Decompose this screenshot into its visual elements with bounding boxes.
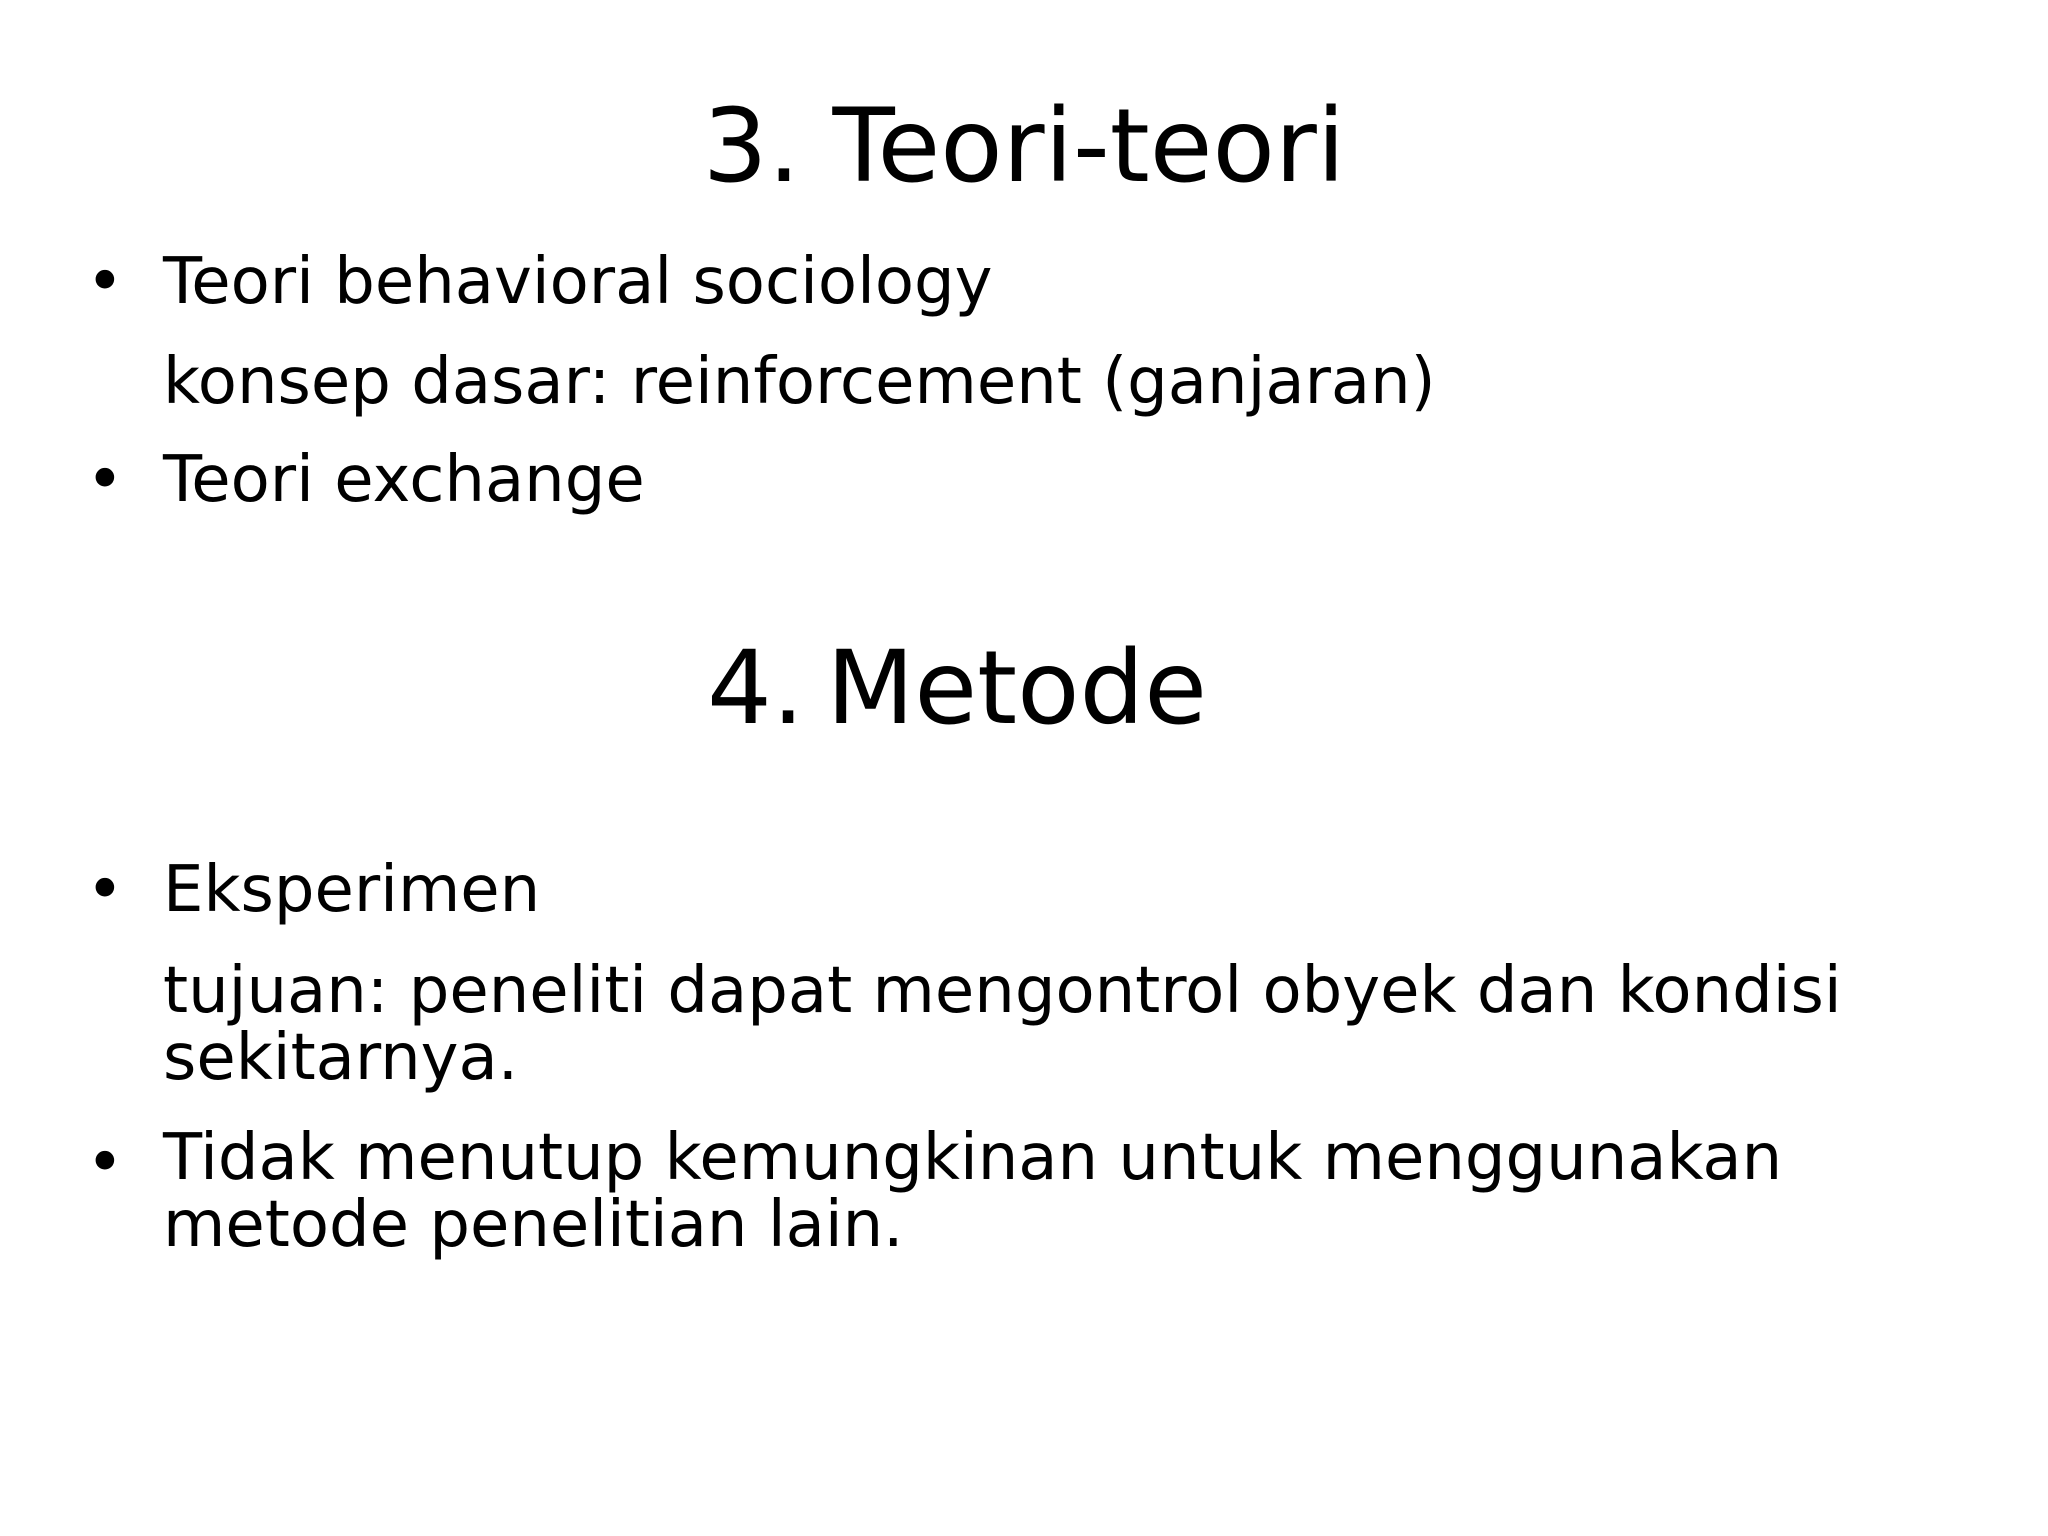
bullet-icon: • — [86, 245, 124, 319]
bullet-icon: • — [86, 853, 124, 927]
list-item: Teori exchange — [163, 443, 645, 517]
text-line: sekitarnya. — [163, 1021, 519, 1096]
bullet-icon: • — [86, 443, 124, 517]
list-item-note — [163, 954, 1842, 1096]
section-3-title: 3. Teori-teori — [702, 87, 1346, 206]
list-item-note: konsep dasar: reinforcement (ganjaran) — [163, 345, 1436, 419]
list-item — [163, 1121, 1783, 1263]
section-number: 4. — [707, 629, 805, 748]
section-4-title — [707, 629, 1207, 748]
list-item: Teori behavioral sociology — [163, 245, 993, 319]
section-title-text: Metode — [826, 629, 1207, 748]
text-line: tujuan: peneliti dapat mengontrol obyek dan kondisi — [163, 954, 1842, 1028]
bullet-icon: • — [86, 1126, 124, 1200]
text-line: Tidak menutup kemungkinan untuk menggunakan — [163, 1121, 1783, 1195]
text-line: metode penelitian lain. — [163, 1188, 904, 1263]
list-item: Eksperimen — [163, 853, 541, 927]
